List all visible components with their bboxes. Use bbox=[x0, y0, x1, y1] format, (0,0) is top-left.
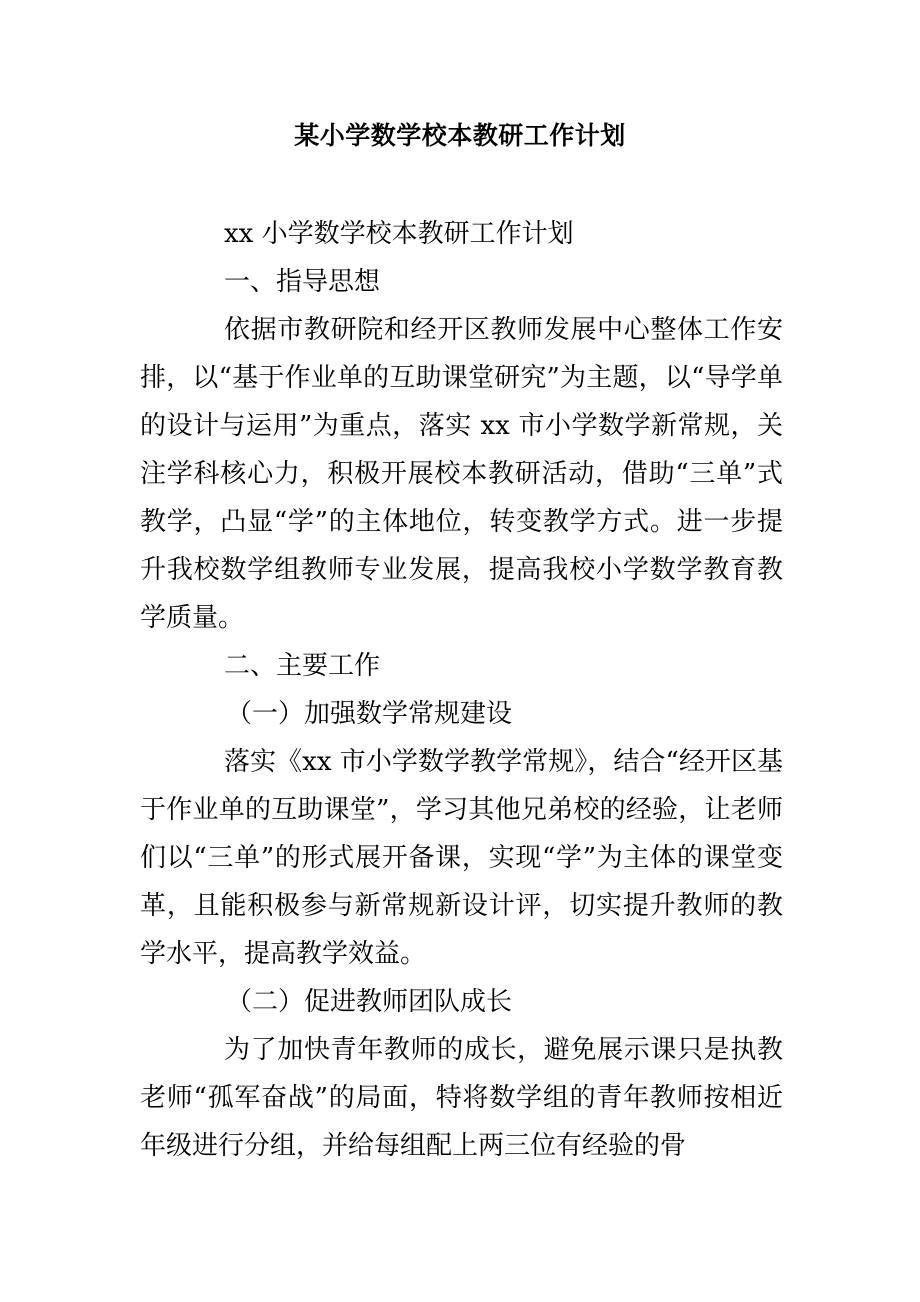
section-heading-main-work: 二、主要工作 bbox=[224, 651, 381, 681]
section-heading-guiding-ideology: 一、指导思想 bbox=[224, 267, 381, 297]
subtitle-paragraph: xx 小学数学校本教研工作计划 bbox=[224, 219, 574, 249]
subsection-heading-team-growth: （二）促进教师团队成长 bbox=[226, 987, 513, 1017]
subsection-heading-routine-construction: （一）加强数学常规建设 bbox=[226, 699, 513, 729]
document-title: 某小学数学校本教研工作计划 bbox=[294, 121, 626, 150]
document-body bbox=[140, 210, 783, 1170]
body-paragraph-routine-construction: 落实《xx 市小学数学教学常规》，结合“经开区基于作业单的互助课堂”，学习其他兄弟校的经验，让老师们以“三单”的形式展开备课，实现“学”为主体的课堂变革，且能积极参与新常规新设计评，切实提升教师的教学水平，提高教学效益。 bbox=[140, 747, 783, 969]
body-paragraph-guiding-ideology: 依据市教研院和经开区教师发展中心整体工作安排，以“基于作业单的互助课堂研究”为主题，以“导学单的设计与运用”为重点，落实 xx 市小学数学新常规，关注学科核心力，积极开展校本教研活动，借助“三单”式教学，凸显“学”的主体地位，转变教学方式。进一步提升我校数学组教师专业发展，提高我校小学数学教育教学质量。 bbox=[140, 315, 783, 633]
body-paragraph-team-growth: 为了加快青年教师的成长，避免展示课只是执教老师“孤军奋战”的局面，特将数学组的青年教师按相近年级进行分组，并给每组配上两三位有经验的骨 bbox=[140, 1035, 783, 1161]
